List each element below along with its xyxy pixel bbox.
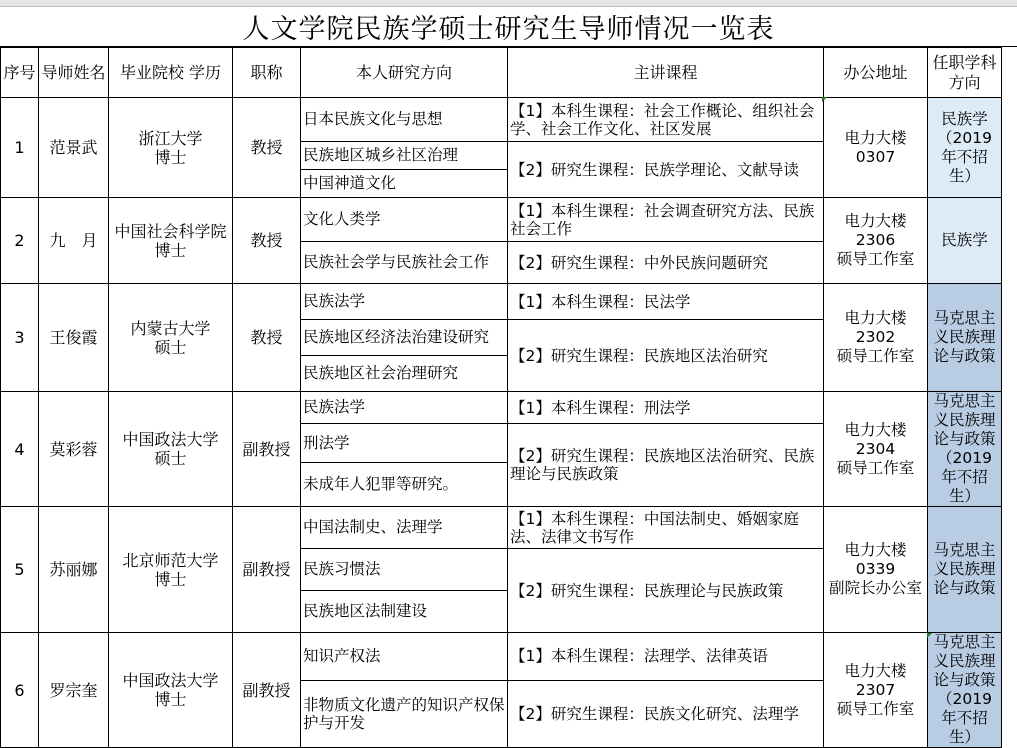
table-row — [1, 198, 1002, 242]
cell-rank[interactable]: 副教授 — [233, 633, 301, 748]
cell-research[interactable]: 民族社会学与民族社会工作 — [301, 242, 508, 284]
school-name: 中国政法大学 — [122, 430, 219, 449]
office-room: 电力大楼2306 — [844, 212, 907, 249]
cell-course-undergrad[interactable]: 【1】本科生课程：刑法学 — [508, 392, 824, 424]
cell-school[interactable] — [109, 98, 233, 198]
cell-rank[interactable]: 教授 — [233, 284, 301, 392]
cell-course-grad[interactable]: 【2】研究生课程：民族地区法治研究 — [508, 320, 824, 392]
office-desc: 硕导工作室 — [836, 699, 915, 718]
title-row — [0, 6, 1017, 47]
cell-research[interactable]: 知识产权法 — [301, 633, 508, 681]
cell-school[interactable] — [109, 392, 233, 507]
cell-research[interactable]: 民族法学 — [301, 284, 508, 320]
school-name: 中国政法大学 — [122, 671, 219, 690]
table-row — [1, 507, 1002, 549]
degree: 硕士 — [154, 449, 187, 468]
office-room: 电力大楼0339 — [844, 541, 907, 578]
cell-subject[interactable]: 马克思主义民族理论与政策 — [928, 507, 1002, 633]
office-desc: 副院长办公室 — [828, 579, 922, 597]
cell-school[interactable] — [109, 284, 233, 392]
table-row — [1, 392, 1002, 424]
cell-rank[interactable]: 教授 — [233, 198, 301, 284]
cell-rank[interactable]: 副教授 — [233, 392, 301, 507]
degree: 博士 — [154, 569, 187, 589]
cell-research[interactable]: 文化人类学 — [301, 198, 508, 242]
table-row — [1, 633, 1002, 681]
header-office[interactable]: 办公地址 — [824, 48, 928, 98]
cell-office[interactable] — [824, 633, 928, 748]
cell-subject[interactable]: 马克思主义民族理论与政策 — [928, 284, 1002, 392]
cell-no[interactable]: 1 — [1, 98, 39, 198]
cell-subject[interactable]: 民族学 — [928, 198, 1002, 284]
cell-rank[interactable]: 副教授 — [233, 507, 301, 633]
cell-course-undergrad[interactable]: 【1】本科生课程：中国法制史、婚姻家庭法、法律文书写作 — [508, 507, 824, 549]
cell-office[interactable] — [824, 284, 928, 392]
cell-name[interactable]: 罗宗奎 — [39, 633, 109, 748]
header-school[interactable]: 毕业院校 学历 — [109, 48, 233, 98]
cell-research[interactable]: 民族法学 — [301, 392, 508, 424]
cell-course-grad[interactable]: 【2】研究生课程：民族学理论、文献导读 — [508, 142, 824, 198]
page-title: 人文学院民族学硕士研究生导师情况一览表 — [242, 13, 775, 45]
header-no[interactable]: 序号 — [1, 48, 39, 98]
school-name: 浙江大学 — [138, 128, 203, 148]
cell-subject[interactable]: 马克思主义民族理论与政策（2019年不招生） — [928, 633, 1002, 748]
cell-course-grad[interactable]: 【2】研究生课程：民族文化研究、法理学 — [508, 680, 824, 747]
cell-office[interactable] — [824, 198, 928, 284]
school-name: 北京师范大学 — [122, 550, 219, 570]
school-name: 内蒙古大学 — [130, 318, 211, 338]
cell-research[interactable]: 未成年人犯罪等研究。 — [301, 463, 508, 507]
cell-school[interactable] — [109, 507, 233, 633]
cell-indicator-icon — [822, 97, 827, 102]
cell-research[interactable]: 民族地区法制建设 — [301, 591, 508, 633]
cell-rank[interactable]: 教授 — [233, 98, 301, 198]
header-name[interactable]: 导师姓名 — [39, 48, 109, 98]
degree: 博士 — [154, 240, 187, 260]
cell-name[interactable]: 王俊霞 — [39, 284, 109, 392]
office-desc: 硕导工作室 — [836, 250, 915, 268]
cell-research[interactable]: 中国神道文化 — [301, 170, 508, 198]
cell-name[interactable]: 范景武 — [39, 98, 109, 198]
cell-course-grad[interactable]: 【2】研究生课程：民族地区法治研究、民族理论与民族政策 — [508, 424, 824, 507]
cell-school[interactable] — [109, 198, 233, 284]
cell-no[interactable]: 3 — [1, 284, 39, 392]
degree: 博士 — [154, 147, 187, 167]
cell-office[interactable] — [824, 98, 928, 198]
header-subject[interactable]: 任职学科方向 — [928, 48, 1002, 98]
header-row — [1, 48, 1002, 98]
cell-office[interactable] — [824, 507, 928, 633]
cell-name[interactable]: 莫彩蓉 — [39, 392, 109, 507]
table-row — [1, 98, 1002, 142]
degree: 硕士 — [154, 337, 187, 357]
header-rank[interactable]: 职称 — [233, 48, 301, 98]
cell-research[interactable]: 民族地区经济法治建设研究 — [301, 320, 508, 356]
cell-name[interactable]: 苏丽娜 — [39, 507, 109, 633]
degree: 博士 — [154, 690, 187, 709]
office-room: 电力大楼2304 — [844, 420, 907, 458]
cell-research[interactable]: 非物质文化遗产的知识产权保护与开发 — [301, 680, 508, 747]
cell-course-undergrad[interactable]: 【1】本科生课程：社会工作概论、组织社会学、社会工作文化、社区发展 — [508, 98, 824, 142]
cell-course-grad[interactable]: 【2】研究生课程：民族理论与民族政策 — [508, 549, 824, 633]
cell-course-undergrad[interactable]: 【1】本科生课程：民法学 — [508, 284, 824, 320]
office-desc: 硕导工作室 — [836, 347, 915, 365]
cell-course-undergrad[interactable]: 【1】本科生课程：法理学、法律英语 — [508, 633, 824, 681]
cell-no[interactable]: 2 — [1, 198, 39, 284]
cell-subject[interactable]: 马克思主义民族理论与政策（2019年不招生） — [928, 392, 1002, 507]
cell-course-undergrad[interactable]: 【1】本科生课程：社会调查研究方法、民族社会工作 — [508, 198, 824, 242]
cell-office[interactable] — [824, 392, 928, 507]
cell-course-grad[interactable]: 【2】研究生课程：中外民族问题研究 — [508, 242, 824, 284]
cell-research[interactable]: 中国法制史、法理学 — [301, 507, 508, 549]
cell-no[interactable]: 5 — [1, 507, 39, 633]
office-room: 电力大楼0307 — [844, 128, 907, 166]
office-room: 电力大楼2302 — [844, 309, 907, 346]
advisor-table — [0, 47, 1002, 748]
cell-research[interactable]: 民族习惯法 — [301, 549, 508, 591]
cell-indicator-icon — [927, 633, 932, 638]
cell-no[interactable]: 6 — [1, 633, 39, 748]
cell-name[interactable]: 九 月 — [39, 198, 109, 284]
office-room: 电力大楼2307 — [844, 661, 907, 699]
office-desc: 硕导工作室 — [836, 458, 915, 477]
cell-research[interactable]: 刑法学 — [301, 424, 508, 463]
cell-no[interactable]: 4 — [1, 392, 39, 507]
table-row — [1, 284, 1002, 320]
school-name: 中国社会科学院 — [114, 221, 227, 241]
header-research[interactable]: 本人研究方向 — [301, 48, 508, 98]
cell-subject[interactable]: 民族学（2019年不招生） — [928, 98, 1002, 198]
cell-research[interactable]: 民族地区社会治理研究 — [301, 356, 508, 392]
cell-research[interactable]: 民族地区城乡社区治理 — [301, 142, 508, 170]
header-courses[interactable]: 主讲课程 — [508, 48, 824, 98]
cell-research[interactable]: 日本民族文化与思想 — [301, 98, 508, 142]
cell-school[interactable] — [109, 633, 233, 748]
